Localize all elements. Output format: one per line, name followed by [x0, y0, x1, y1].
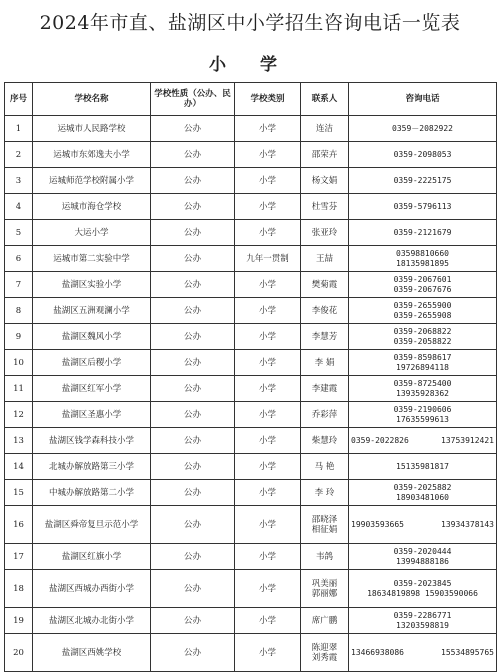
phone-number: 13203598819	[396, 620, 449, 630]
phone-cell	[349, 168, 497, 194]
phone-number: 13753912421	[441, 435, 494, 445]
contact-name: 连洁	[315, 123, 333, 134]
phone-number: 0359-2286771	[393, 610, 452, 620]
school-name: 中城办解放路第二小学	[33, 480, 151, 506]
contact-person	[301, 402, 349, 428]
row-no: 10	[5, 350, 33, 376]
phone-cell	[349, 608, 497, 634]
phone-number: 19903593665	[351, 519, 404, 529]
contact-person	[301, 298, 349, 324]
school-name: 运城市东郊逸夫小学	[33, 142, 151, 168]
contact-person	[301, 608, 349, 634]
school-category: 小学	[235, 402, 301, 428]
table-row	[5, 506, 497, 544]
school-name: 北城办解放路第三小学	[33, 454, 151, 480]
row-no: 9	[5, 324, 33, 350]
school-type: 公办	[151, 428, 235, 454]
contact-person	[301, 246, 349, 272]
school-type: 公办	[151, 272, 235, 298]
row-no: 14	[5, 454, 33, 480]
phone-number: 03598810660	[396, 248, 449, 258]
school-type: 公办	[151, 116, 235, 142]
school-type: 公办	[151, 544, 235, 570]
phone-cell	[349, 454, 497, 480]
contact-name: 李慧芳	[311, 331, 338, 342]
contact-person	[301, 480, 349, 506]
contact-name: 邵晓泽	[311, 514, 338, 525]
row-no: 18	[5, 570, 33, 608]
phone-cell	[349, 402, 497, 428]
contact-name: 席广鹏	[311, 615, 338, 626]
school-category: 小学	[235, 324, 301, 350]
school-category: 小学	[235, 298, 301, 324]
contact-person	[301, 428, 349, 454]
school-name: 盐湖区西城办西街小学	[33, 570, 151, 608]
phone-cell	[349, 544, 497, 570]
contact-person	[301, 570, 349, 608]
contact-person	[301, 376, 349, 402]
school-name: 盐湖区五洲观澜小学	[33, 298, 151, 324]
school-type: 公办	[151, 454, 235, 480]
phone-number: 17635599613	[396, 414, 449, 424]
school-type: 公办	[151, 506, 235, 544]
phone-cell	[349, 634, 497, 672]
phone-pair	[349, 436, 496, 446]
phone-number: 13935928362	[396, 388, 449, 398]
phone-cell	[349, 376, 497, 402]
phone-cell	[349, 480, 497, 506]
school-name: 盐湖区钱学森科技小学	[33, 428, 151, 454]
school-category: 小学	[235, 142, 301, 168]
phone-number: 0359-2655900	[393, 300, 452, 310]
contact-person	[301, 544, 349, 570]
row-no: 15	[5, 480, 33, 506]
row-no: 1	[5, 116, 33, 142]
phone-number: 0359－2082922	[392, 123, 453, 133]
school-category: 九年一贯制	[235, 246, 301, 272]
contact-person	[301, 634, 349, 672]
phone-cell	[349, 350, 497, 376]
school-type: 公办	[151, 142, 235, 168]
contact-person	[301, 350, 349, 376]
phone-number: 0359-2022826	[351, 435, 409, 445]
phone-number: 0359-2023845	[393, 578, 452, 588]
table-row	[5, 570, 497, 608]
row-no: 7	[5, 272, 33, 298]
contact-name: 张亚玲	[311, 227, 338, 238]
phone-cell	[349, 324, 497, 350]
school-name: 盐湖区舜帝复旦示范小学	[33, 506, 151, 544]
phone-number: 0359-2020444	[393, 546, 452, 556]
school-name: 运城师范学校附属小学	[33, 168, 151, 194]
phone-number: 0359-2225175	[393, 175, 452, 185]
contact-name: 郭丽娜	[311, 588, 338, 599]
table-row	[5, 454, 497, 480]
school-name: 盐湖区实验小学	[33, 272, 151, 298]
header-no: 序号	[5, 83, 33, 116]
school-type: 公办	[151, 194, 235, 220]
phone-number: 0359-2190606	[393, 404, 452, 414]
phone-cell	[349, 298, 497, 324]
phone-number: 18634819898 15903590066	[367, 588, 478, 598]
contact-name: 李俊花	[311, 305, 338, 316]
school-type: 公办	[151, 402, 235, 428]
phone-number: 0359-2067676	[393, 284, 452, 294]
phone-number: 13466938086	[351, 647, 404, 657]
phone-number: 0359-8598617	[393, 352, 452, 362]
header-contact: 联系人	[301, 83, 349, 116]
school-name: 盐湖区红旗小学	[33, 544, 151, 570]
school-name: 盐湖区后稷小学	[33, 350, 151, 376]
school-name: 盐湖区北城办北街小学	[33, 608, 151, 634]
row-no: 17	[5, 544, 33, 570]
table-row	[5, 544, 497, 570]
school-category: 小学	[235, 544, 301, 570]
contact-person	[301, 194, 349, 220]
phone-pair	[349, 520, 496, 530]
school-category: 小学	[235, 608, 301, 634]
contact-name: 杜雪芬	[311, 201, 338, 212]
phone-number: 0359-2655908	[393, 310, 452, 320]
contact-person	[301, 116, 349, 142]
table-row	[5, 168, 497, 194]
page-title: 2024年市直、盐湖区中小学招生咨询电话一览表	[39, 12, 461, 34]
school-category: 小学	[235, 194, 301, 220]
school-category: 小学	[235, 220, 301, 246]
school-name: 大运小学	[33, 220, 151, 246]
table-row	[5, 376, 497, 402]
table-header-row	[5, 83, 497, 116]
row-no: 12	[5, 402, 33, 428]
school-type: 公办	[151, 376, 235, 402]
table-row	[5, 428, 497, 454]
phone-cell	[349, 142, 497, 168]
row-no: 11	[5, 376, 33, 402]
row-no: 5	[5, 220, 33, 246]
school-category: 小学	[235, 376, 301, 402]
contact-name: 邵荣卉	[311, 149, 338, 160]
phone-number: 19726894118	[396, 362, 449, 372]
row-no: 19	[5, 608, 33, 634]
contact-person	[301, 272, 349, 298]
contact-name: 巩美丽	[311, 578, 338, 589]
table-row	[5, 116, 497, 142]
phone-number: 0359-2121679	[393, 227, 452, 237]
school-category: 小学	[235, 116, 301, 142]
school-category: 小学	[235, 454, 301, 480]
school-type: 公办	[151, 608, 235, 634]
table-row	[5, 350, 497, 376]
school-type: 公办	[151, 220, 235, 246]
phone-cell	[349, 428, 497, 454]
school-category: 小学	[235, 350, 301, 376]
contact-name: 韦鸽	[315, 551, 333, 562]
phone-pair	[349, 648, 496, 658]
phone-cell	[349, 570, 497, 608]
school-type: 公办	[151, 168, 235, 194]
contact-name: 李建霞	[311, 383, 338, 394]
contact-name: 杨文娟	[311, 175, 338, 186]
table-row	[5, 634, 497, 672]
row-no: 20	[5, 634, 33, 672]
school-name: 盐湖区红军小学	[33, 376, 151, 402]
contact-person	[301, 324, 349, 350]
row-no: 16	[5, 506, 33, 544]
phone-number: 0359-2067601	[393, 274, 452, 284]
table-row	[5, 246, 497, 272]
header-school-category: 学校类别	[235, 83, 301, 116]
table-row	[5, 298, 497, 324]
contact-name: 王喆	[315, 253, 333, 264]
contact-name: 柴慧玲	[311, 435, 338, 446]
phone-cell	[349, 194, 497, 220]
phone-cell	[349, 220, 497, 246]
phone-number: 0359-8725400	[393, 378, 452, 388]
school-type: 公办	[151, 350, 235, 376]
table-row	[5, 272, 497, 298]
contact-person	[301, 168, 349, 194]
school-name: 盐湖区圣惠小学	[33, 402, 151, 428]
contact-name: 乔彩萍	[311, 409, 338, 420]
phone-number: 18903481060	[396, 492, 449, 502]
contact-person	[301, 142, 349, 168]
contact-name: 马 艳	[314, 461, 335, 472]
table-row	[5, 194, 497, 220]
school-category: 小学	[235, 272, 301, 298]
phone-number: 15135981817	[396, 461, 449, 471]
row-no: 3	[5, 168, 33, 194]
school-category: 小学	[235, 168, 301, 194]
school-category: 小学	[235, 634, 301, 672]
school-name: 运城市海仓学校	[33, 194, 151, 220]
table-row	[5, 324, 497, 350]
contact-person	[301, 220, 349, 246]
phone-number: 15534895765	[441, 647, 494, 657]
school-name: 盐湖区魏风小学	[33, 324, 151, 350]
phone-cell	[349, 116, 497, 142]
phone-cell	[349, 272, 497, 298]
phone-cell	[349, 506, 497, 544]
header-school-type: 学校性质（公办、民办）	[151, 83, 235, 116]
school-category: 小学	[235, 506, 301, 544]
header-school-name: 学校名称	[33, 83, 151, 116]
contact-name: 刘秀霞	[311, 652, 338, 663]
school-phone-table	[4, 82, 497, 672]
phone-cell	[349, 246, 497, 272]
header-phone: 咨询电话	[349, 83, 497, 116]
phone-number: 0359-2068822	[393, 326, 452, 336]
contact-name: 李 玲	[314, 487, 335, 498]
school-type: 公办	[151, 246, 235, 272]
contact-person	[301, 506, 349, 544]
school-name: 运城市人民路学校	[33, 116, 151, 142]
row-no: 4	[5, 194, 33, 220]
school-type: 公办	[151, 298, 235, 324]
school-category: 小学	[235, 428, 301, 454]
school-type: 公办	[151, 480, 235, 506]
phone-number: 13994888186	[396, 556, 449, 566]
phone-number: 0359-2025882	[393, 482, 452, 492]
school-name: 盐湖区西姚学校	[33, 634, 151, 672]
school-category: 小学	[235, 480, 301, 506]
school-type: 公办	[151, 570, 235, 608]
school-type: 公办	[151, 324, 235, 350]
contact-name: 陈迎翠	[311, 642, 338, 653]
contact-person	[301, 454, 349, 480]
contact-name: 樊菊霞	[311, 279, 338, 290]
school-type: 公办	[151, 634, 235, 672]
table-row	[5, 402, 497, 428]
school-category: 小学	[235, 570, 301, 608]
phone-number: 0359-2058822	[393, 336, 452, 346]
phone-number: 0359-5796113	[393, 201, 452, 211]
contact-name: 李 娟	[314, 357, 335, 368]
phone-number: 0359-2098053	[393, 149, 452, 159]
row-no: 6	[5, 246, 33, 272]
table-row	[5, 608, 497, 634]
contact-name: 相征娟	[311, 524, 338, 535]
row-no: 2	[5, 142, 33, 168]
section-subtitle: 小 学	[209, 55, 291, 75]
table-row	[5, 142, 497, 168]
phone-number: 18135981895	[396, 258, 449, 268]
row-no: 13	[5, 428, 33, 454]
row-no: 8	[5, 298, 33, 324]
table-row	[5, 480, 497, 506]
school-name: 运城市第二实验中学	[33, 246, 151, 272]
table-row	[5, 220, 497, 246]
phone-number: 13934378143	[441, 519, 494, 529]
